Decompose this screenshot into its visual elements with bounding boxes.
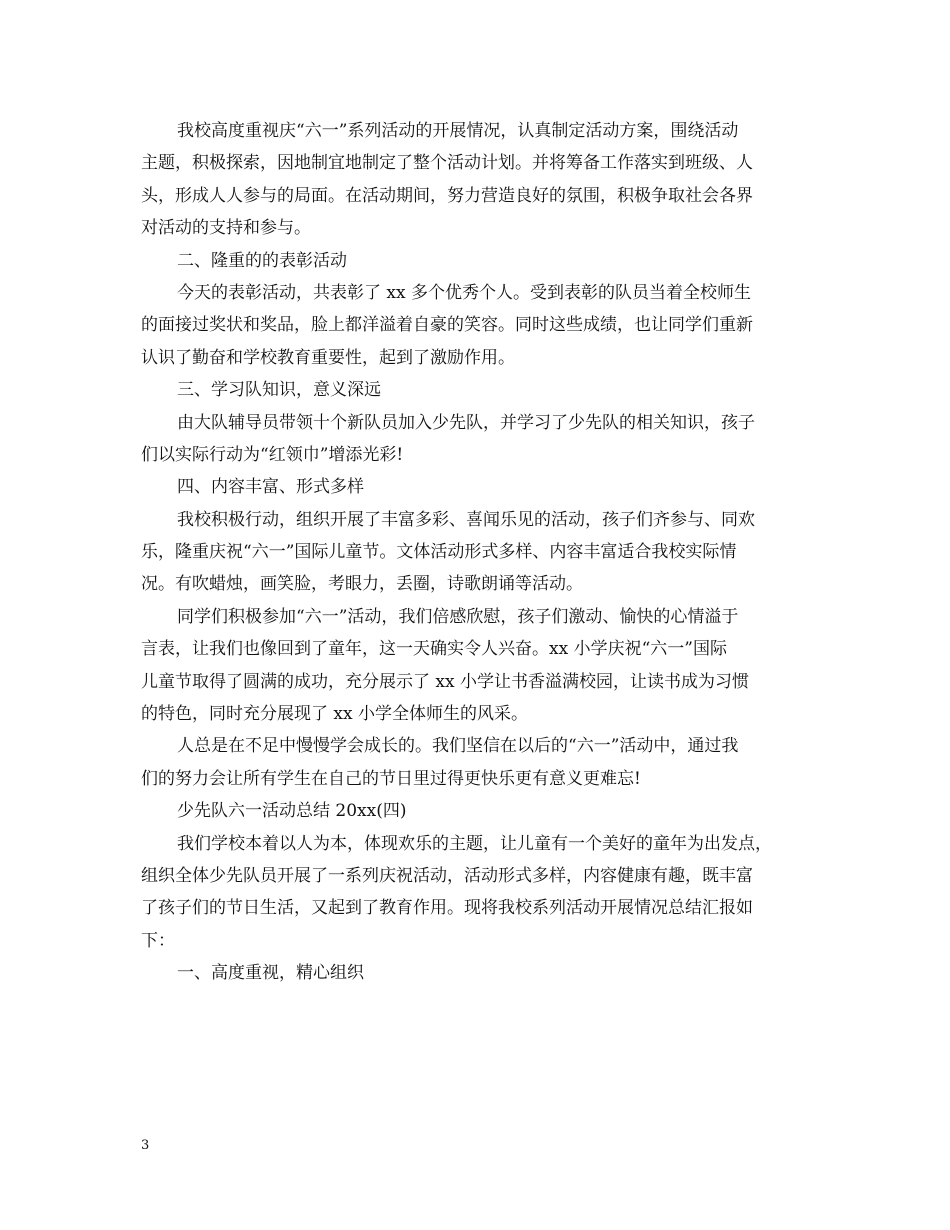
section-heading: 四、内容丰富、形式多样: [177, 477, 364, 498]
text-line: 主题，积极探索，因地制宜地制定了整个活动计划。并将筹备工作落实到班级、人: [141, 153, 753, 174]
text-line: 了孩子们的节日生活，又起到了教育作用。现将我校系列活动开展情况总结汇报如: [141, 898, 753, 919]
text-line: 组织全体少先队员开展了一系列庆祝活动，活动形式多样，内容健康有趣，既丰富: [141, 865, 753, 886]
text-line: 的特色，同时充分展现了 xx 小学全体师生的风采。: [141, 704, 528, 725]
text-line: 认识了勤奋和学校教育重要性，起到了激励作用。: [141, 347, 515, 368]
text-line: 我校积极行动，组织开展了丰富多彩、喜闻乐见的活动，孩子们齐参与、同欢: [177, 509, 755, 530]
text-line: 儿童节取得了圆满的成功，充分展示了 xx 小学让书香溢满校园，让读书成为习惯: [141, 671, 749, 692]
text-line: 们以实际行动为“红领巾”增添光彩!: [141, 444, 404, 465]
section-title: 少先队六一活动总结 20xx(四): [177, 801, 407, 822]
section-heading: 一、高度重视，精心组织: [177, 963, 364, 984]
text-line: 头，形成人人参与的局面。在活动期间，努力营造良好的氛围，积极争取社会各界: [141, 185, 753, 206]
text-line: 们的努力会让所有学生在自己的节日里过得更快乐更有意义更难忘!: [141, 768, 641, 789]
text-line: 由大队辅导员带领十个新队员加入少先队，并学习了少先队的相关知识，孩子: [177, 412, 755, 433]
text-line: 人总是在不足中慢慢学会成长的。我们坚信在以后的“六一”活动中，通过我: [177, 736, 739, 757]
section-heading: 三、学习队知识，意义深远: [177, 380, 381, 401]
text-line: 下：: [141, 930, 175, 951]
section-heading: 二、隆重的的表彰活动: [177, 250, 347, 271]
text-line: 今天的表彰活动，共表彰了 xx 多个优秀个人。受到表彰的队员当着全校师生: [177, 282, 751, 303]
text-line: 乐，隆重庆祝“六一”国际儿童节。文体活动形式多样、内容丰富适合我校实际情: [141, 542, 737, 563]
text-line: 我校高度重视庆“六一”系列活动的开展情况，认真制定活动方案，围绕活动: [177, 121, 739, 141]
page-number: 3: [141, 1138, 150, 1153]
text-line: 的面接过奖状和奖品，脸上都洋溢着自豪的笑容。同时这些成绩，也让同学们重新: [141, 315, 753, 336]
text-line: 我们学校本着以人为本，体现欢乐的主题，让儿童有一个美好的童年为出发点，: [177, 833, 772, 854]
text-line: 言表，让我们也像回到了童年，这一天确实令人兴奋。xx 小学庆祝“六一”国际: [141, 639, 727, 660]
text-line: 对活动的支持和参与。: [141, 218, 311, 239]
text-line: 同学们积极参加“六一”活动，我们倍感欣慰，孩子们激动、愉快的心情溢于: [177, 606, 739, 627]
text-line: 况。有吹蜡烛，画笑脸，考眼力，丢圈，诗歌朗诵等活动。: [141, 574, 583, 595]
document-body: [141, 115, 816, 990]
